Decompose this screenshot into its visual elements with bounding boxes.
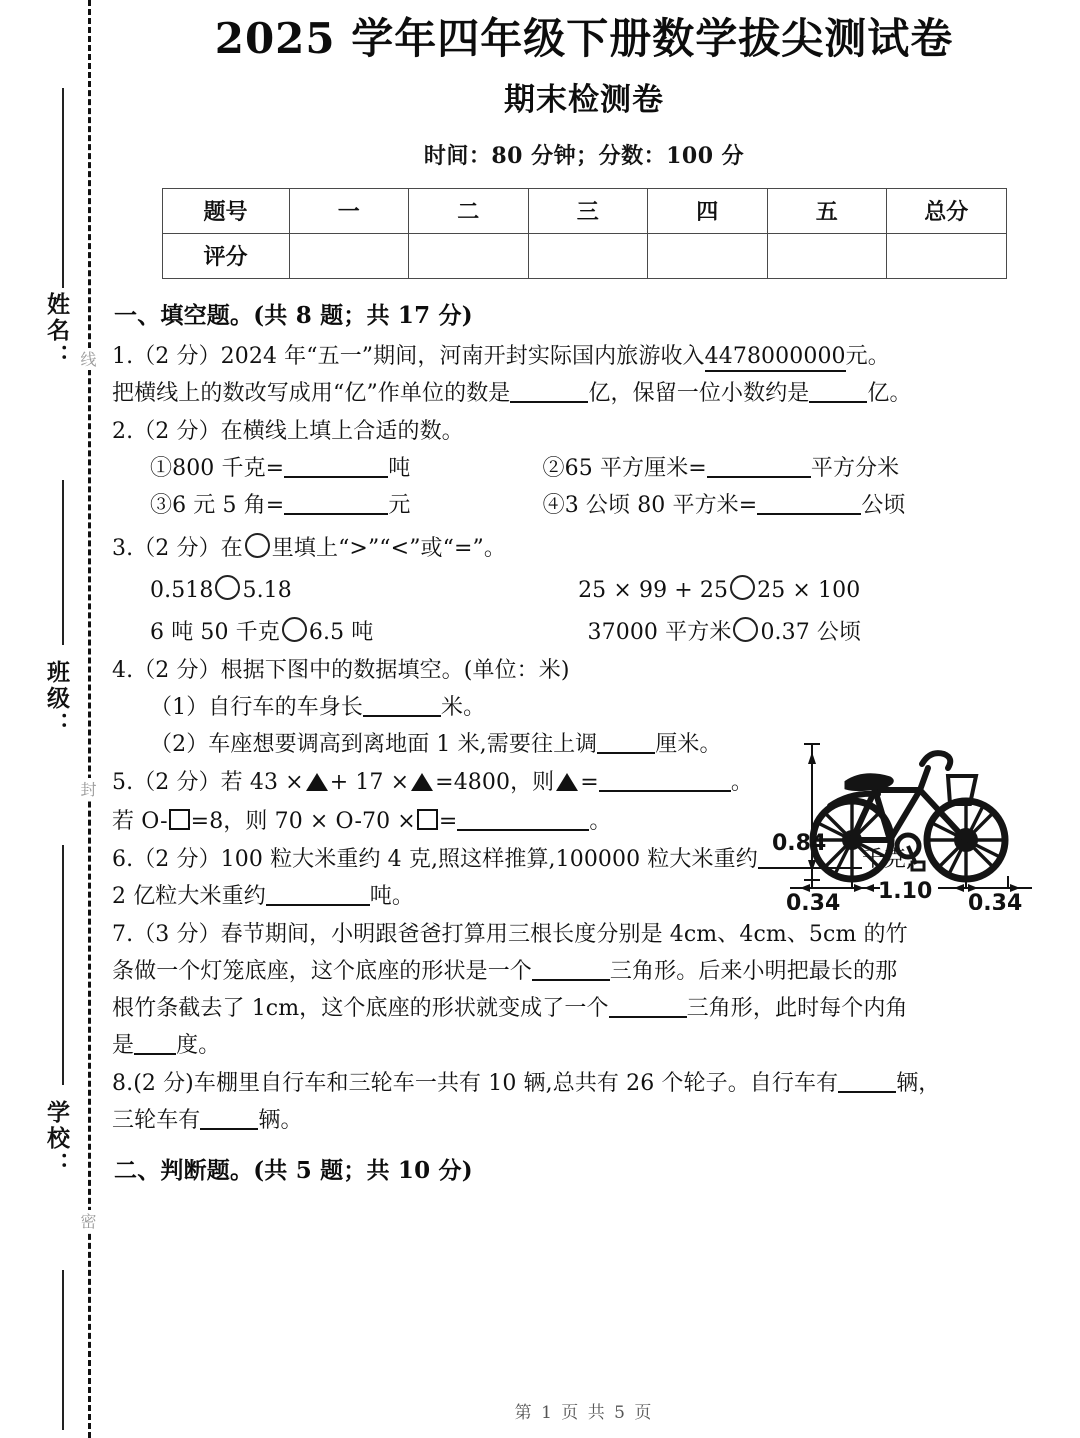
answer-blank-q2-4[interactable]: [757, 513, 861, 515]
question-1-line-2: [112, 380, 1058, 406]
score-cell-1[interactable]: [289, 233, 409, 278]
answer-blank-q1-1[interactable]: [510, 401, 588, 403]
question-5-line2-a: 若 O-: [112, 808, 168, 834]
score-cell-4[interactable]: [648, 233, 768, 278]
answer-blank-q7-3[interactable]: [134, 1053, 176, 1055]
question-4-sub1-b: 米。: [441, 694, 486, 720]
question-1: [112, 343, 1058, 406]
answer-circle-q3-3[interactable]: [282, 617, 307, 642]
score-cell-2[interactable]: [409, 233, 529, 278]
student-school-label: 学校：: [43, 1100, 70, 1178]
question-7-line3-a: 根竹条截去了 1cm，这个底座的形状就变成了一个: [112, 995, 609, 1021]
bike-right-label: 0.34: [968, 891, 1023, 910]
answer-blank-q8-1[interactable]: [838, 1091, 896, 1093]
answer-blank-q5-2[interactable]: [457, 829, 589, 831]
question-1-unit: 元。: [845, 343, 890, 369]
triangle-symbol-icon-3: [556, 773, 578, 791]
seal-solid-line-3: [62, 845, 64, 1085]
seal-solid-line-1: [62, 88, 64, 288]
seal-char-feng: 封: [76, 778, 99, 800]
column-header-4: 四: [648, 188, 768, 233]
question-2-item-2-unit: 平方分米: [810, 455, 900, 481]
answer-blank-q4-1[interactable]: [363, 715, 441, 717]
student-class-label: 班级：: [43, 660, 70, 738]
column-header-5: 五: [767, 188, 887, 233]
column-header-2: 二: [409, 188, 529, 233]
seal-line-margin: [0, 0, 110, 1438]
question-3-pair-1-right: 5.18: [242, 577, 292, 603]
question-5-line2-c: =: [438, 808, 458, 834]
question-1-line-1: [112, 343, 1058, 369]
question-3-pair-2-right: 25 × 100: [757, 577, 861, 603]
question-8-line1-b: 辆，: [896, 1070, 941, 1096]
question-2-item-1-unit: 吨: [388, 455, 411, 481]
page-footer: 第 1 页 共 5 页: [514, 1403, 654, 1423]
seal-char-xian: 线: [76, 348, 99, 370]
answer-blank-q8-2[interactable]: [200, 1128, 258, 1130]
question-5-line1-e: 。: [730, 769, 753, 795]
seal-solid-line-4: [62, 1270, 64, 1430]
question-5-line2-b: =8，则 70 × O-70 ×: [190, 808, 416, 834]
question-2-item-3-unit: 元: [388, 492, 411, 518]
column-header-total: 总分: [887, 188, 1007, 233]
question-1-lead: 1.（2 分）2024 年“五一”期间，河南开封实际国内旅游收入: [112, 343, 705, 369]
question-2-row-2: [112, 492, 1058, 518]
question-5-line1-d: =: [580, 769, 599, 795]
question-3-lead-b: 里填上“>”“<”或“=”。: [271, 535, 506, 561]
question-7: [112, 921, 1058, 1058]
bike-middle-label: 1.10: [878, 879, 933, 904]
question-3-row-2: [112, 617, 1058, 644]
bicycle-drawing: [813, 753, 1005, 879]
square-symbol-icon-2: [417, 809, 438, 830]
question-8-line1-a: 8.(2 分)车棚里自行车和三轮车一共有 10 辆,总共有 26 个轮子。自行车有: [112, 1070, 839, 1096]
question-4-sub2-b: 厘米。: [655, 731, 722, 757]
question-4-sub2-a: （2）车座想要调高到离地面 1 米,需要往上调: [150, 731, 598, 757]
bike-height-label: 0.84: [772, 831, 827, 856]
question-2-item-3-prefix: ③6 元 5 角=: [150, 492, 285, 518]
exam-page: [110, 0, 1058, 1438]
row-label-question-no: 题号: [162, 188, 289, 233]
question-7-line4-b: 度。: [176, 1032, 221, 1058]
answer-circle-q3-4[interactable]: [733, 617, 758, 642]
question-1-underlined-number: 4478000000: [705, 344, 846, 372]
question-4-sub-1: [112, 694, 1058, 720]
page-subtitle: 期末检测卷: [504, 81, 664, 118]
question-7-line-4: [112, 1032, 1058, 1058]
question-3: [112, 533, 1058, 644]
question-1-line2-b: 亿，保留一位小数约是: [588, 380, 810, 406]
answer-blank-q1-2[interactable]: [809, 401, 867, 403]
answer-blank-q4-2[interactable]: [597, 752, 655, 754]
question-3-row-1: [112, 575, 1058, 602]
exam-meta-info: 时间：80 分钟；分数：100 分: [423, 142, 745, 169]
column-header-3: 三: [528, 188, 648, 233]
question-6-line2-a: 2 亿粒大米重约: [112, 883, 266, 909]
question-1-line2-a: 把横线上的数改写成用“亿”作单位的数是: [112, 380, 511, 406]
question-2-item-2-prefix: ②65 平方厘米=: [542, 455, 707, 481]
question-5-line1-c: =4800，则: [435, 769, 555, 795]
section-heading-true-false: 二、判断题。(共 5 题；共 10 分): [114, 1156, 473, 1184]
question-4-sub1-a: （1）自行车的车身长: [150, 694, 363, 720]
triangle-symbol-icon-2: [411, 773, 433, 791]
question-7-line4-a: 是: [112, 1032, 135, 1058]
question-3-pair-1-left: 0.518: [150, 577, 214, 603]
student-name-label: 姓名：: [43, 292, 70, 370]
bicycle-diagram: [770, 728, 1060, 910]
question-2-item-1-prefix: ①800 千克=: [150, 455, 285, 481]
answer-blank-q5-1[interactable]: [599, 790, 731, 792]
question-2-row-1: [112, 455, 1058, 481]
page-title: 2025 学年四年级下册数学拔尖测试卷: [214, 14, 954, 63]
answer-circle-q3-1[interactable]: [215, 575, 240, 600]
answer-blank-q2-3[interactable]: [284, 513, 388, 515]
answer-blank-q2-1[interactable]: [284, 476, 388, 478]
table-row-header: [162, 188, 1006, 233]
question-8-line-2: [112, 1107, 1058, 1133]
question-3-pair-3-left: 6 吨 50 千克: [150, 619, 280, 645]
question-7-line-1: 7.（3 分）春节期间，小明跟爸爸打算用三根长度分别是 4cm、4cm、5cm 的竹: [112, 921, 908, 947]
question-2: [112, 418, 1058, 518]
question-7-line2-a: 条做一个灯笼底座，这个底座的形状是一个: [112, 958, 532, 984]
question-6-line1-a: 6.（2 分）100 粒大米重约 4 克,照这样推算,100000 粒大米重约: [112, 846, 758, 872]
question-7-line2-b: 三角形。后来小明把最长的那: [609, 958, 898, 984]
question-7-line3-b: 三角形，此时每个内角: [686, 995, 908, 1021]
question-8-line2-b: 辆。: [258, 1107, 303, 1133]
triangle-symbol-icon-1: [306, 773, 328, 791]
answer-circle-q3-2[interactable]: [730, 575, 755, 600]
question-3-lead: [112, 533, 1058, 560]
column-header-1: 一: [289, 188, 409, 233]
question-5-line2-d: 。: [589, 808, 612, 834]
question-2-lead: 2.（2 分）在横线上填上合适的数。: [112, 418, 464, 444]
answer-blank-q6-2[interactable]: [266, 904, 370, 906]
question-7-line-3: [112, 995, 1058, 1021]
question-3-pair-4-left: 37000 平方米: [587, 619, 732, 645]
question-2-item-4-prefix: ④3 公顷 80 平方米=: [542, 492, 758, 518]
score-cell-3[interactable]: [528, 233, 648, 278]
row-label-score: 评分: [162, 233, 289, 278]
bike-left-label: 0.34: [786, 891, 841, 910]
question-3-pair-3-right: 6.5 吨: [308, 619, 374, 645]
question-3-pair-4-right: 0.37 公顷: [760, 619, 862, 645]
question-3-pair-2-left: 25 × 99 + 25: [578, 577, 729, 603]
question-2-item-4-unit: 公顷: [861, 492, 906, 518]
score-table: [162, 188, 1007, 279]
circle-symbol-icon: [245, 533, 270, 558]
answer-blank-q7-1[interactable]: [532, 979, 610, 981]
seal-char-mi: 密: [76, 1210, 99, 1232]
seal-solid-line-2: [62, 480, 64, 645]
square-symbol-icon-1: [169, 809, 190, 830]
table-row-scores: [162, 233, 1006, 278]
question-6-line2-b: 吨。: [369, 883, 414, 909]
section-heading-fill-in-blanks: 一、填空题。(共 8 题；共 17 分): [114, 301, 473, 329]
score-table-container: [162, 188, 1007, 279]
question-8-line-1: [112, 1070, 1058, 1096]
bicycle-diagram-svg: [770, 728, 1060, 910]
answer-blank-q7-2[interactable]: [609, 1016, 687, 1018]
question-5-line1-b: + 17 ×: [329, 769, 410, 795]
question-8-line2-a: 三轮车有: [112, 1107, 201, 1133]
question-8: [112, 1070, 1058, 1133]
question-3-lead-a: 3.（2 分）在: [112, 535, 243, 561]
question-5-line1-a: 5.（2 分）若 43 ×: [112, 769, 304, 795]
question-4-lead: 4.（2 分）根据下图中的数据填空。(单位：米): [112, 657, 570, 683]
question-6-line1-b: 千克,: [861, 846, 914, 872]
score-cell-5[interactable]: [767, 233, 887, 278]
score-cell-total[interactable]: [887, 233, 1007, 278]
answer-blank-q2-2[interactable]: [707, 476, 811, 478]
question-1-line2-c: 亿。: [867, 380, 912, 406]
question-7-line-2: [112, 958, 1058, 984]
